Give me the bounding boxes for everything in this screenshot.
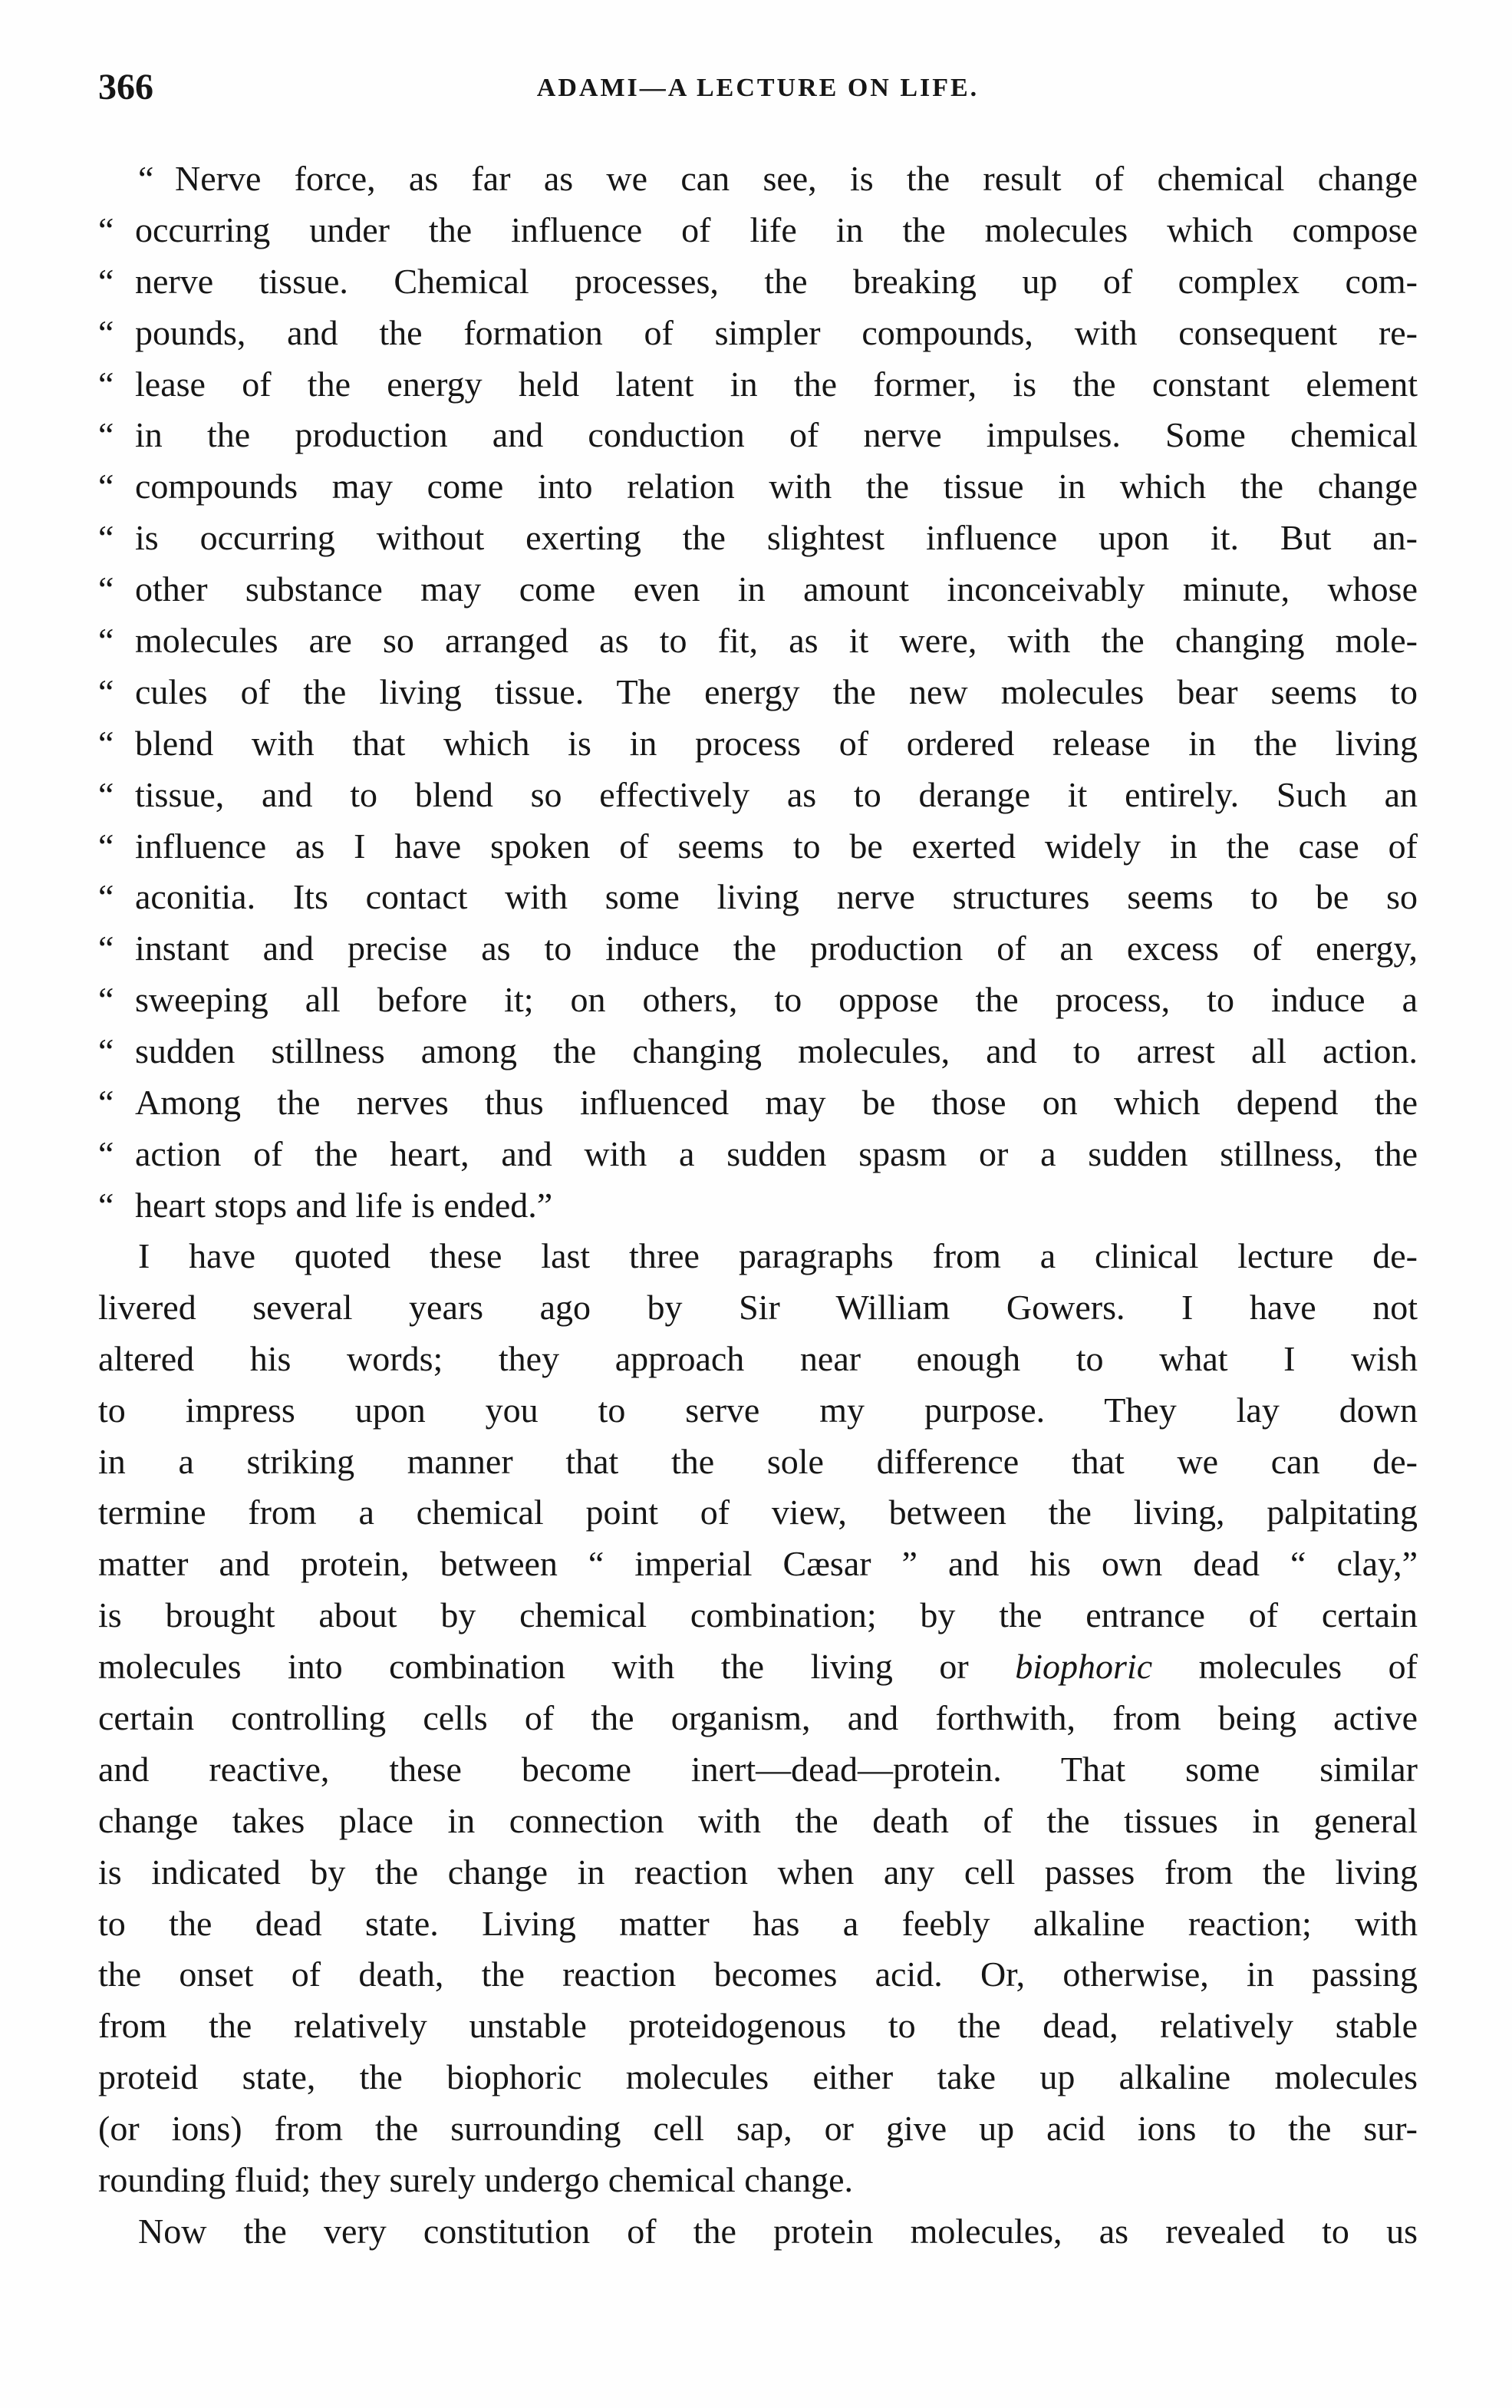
quote-line	[98, 461, 1418, 513]
quote-mark: “	[98, 209, 114, 249]
body-line: termine from a chemical point of view, between the living, palpitating	[98, 1493, 1418, 1532]
body-line: from the relatively unstable proteidogenous to the dead, relatively stable	[98, 2006, 1418, 2046]
body-line: proteid state, the biophoric molecules either take up alkaline molecules	[98, 2057, 1418, 2097]
quote-line	[98, 872, 1418, 923]
quote-line-text: is occurring without exerting the slightest influence upon it. But an-	[135, 518, 1418, 558]
quote-line-text: in the production and conduction of nerve impulses. Some chemical	[135, 415, 1418, 455]
body-line: certain controlling cells of the organism, and forthwith, from being active	[98, 1698, 1418, 1738]
body-line	[98, 2206, 1418, 2258]
quote-line-text: blend with that which is in process of ordered release in the living	[135, 723, 1418, 763]
quote-line	[98, 821, 1418, 872]
quote-mark: “	[98, 1133, 114, 1173]
quote-line-text: other substance may come even in amount inconceivably minute, whose	[135, 569, 1418, 609]
quote-mark: “	[98, 1083, 114, 1123]
quote-line	[98, 1129, 1418, 1180]
body-line-text: Now the very constitution of the protein molecules, as revealed to us	[138, 2211, 1418, 2251]
quote-line	[98, 615, 1418, 667]
quote-line-text: compounds may come into relation with the tissue in which the change	[135, 467, 1418, 506]
body-line-text: molecules into combination with the living or	[98, 1647, 1016, 1687]
quote-line	[98, 410, 1418, 461]
quote-mark: “	[98, 774, 114, 814]
body-line: livered several years ago by Sir William Gowers. I have not	[98, 1287, 1418, 1327]
italic-term: biophoric	[1015, 1647, 1153, 1687]
quote-line-text: lease of the energy held latent in the former, is the constant element	[135, 364, 1418, 404]
quote-line-text: sudden stillness among the changing molecules, and to arrest all action.	[135, 1031, 1418, 1071]
running-head: ADAMI—A LECTURE ON LIFE.	[536, 74, 980, 102]
quote-mark: “	[98, 621, 114, 661]
quote-mark: “	[98, 261, 114, 301]
page-number: 366	[98, 67, 153, 107]
quote-line	[98, 564, 1418, 615]
body-line: rounding fluid; they surely undergo chemical change.	[98, 2160, 854, 2200]
body-line: matter and protein, between “ imperial Cæsar ” and his own dead “ clay,”	[98, 1544, 1418, 1584]
quote-line	[98, 1026, 1418, 1077]
quote-line-text: tissue, and to blend so effectively as to derange it entirely. Such an	[135, 774, 1418, 814]
body-line-text: I have quoted these last three paragraphs from a clinical lecture de-	[138, 1236, 1418, 1275]
body-line: to the dead state. Living matter has a feebly alkaline reaction; with	[98, 1903, 1418, 1943]
quote-mark: “	[98, 364, 114, 404]
body-line: change takes place in connection with the death of the tissues in general	[98, 1800, 1418, 1840]
quote-line-text: molecules are so arranged as to fit, as it were, with the changing mole-	[135, 621, 1418, 661]
quote-line	[98, 308, 1418, 359]
quote-line-text: cules of the living tissue. The energy the new molecules bear seems to	[135, 671, 1418, 711]
quote-line-text: occurring under the influence of life in the molecules which compose	[135, 209, 1418, 249]
quote-line-text: nerve tissue. Chemical processes, the breaking up of complex com-	[135, 261, 1418, 301]
quote-mark: “	[98, 826, 114, 866]
quote-line-text: heart stops and life is ended.”	[135, 1185, 553, 1225]
quote-mark: “	[98, 415, 114, 455]
quote-mark: “	[98, 569, 114, 609]
quote-mark: “	[98, 518, 114, 558]
quote-line	[98, 1180, 1418, 1232]
quote-line	[98, 153, 1418, 205]
quote-mark: “	[98, 877, 114, 917]
body-line: is brought about by chemical combination; by the entrance of certain	[98, 1595, 1418, 1635]
quote-line-text: action of the heart, and with a sudden spasm or a sudden stillness, the	[135, 1133, 1418, 1173]
quote-mark: “	[98, 1185, 114, 1225]
quote-mark: “	[98, 467, 114, 506]
quote-line	[98, 975, 1418, 1026]
quote-mark: “	[138, 159, 154, 198]
quote-line	[98, 667, 1418, 718]
body-line: altered his words; they approach near enough to what I wish	[98, 1338, 1418, 1378]
body-line	[98, 1231, 1418, 1282]
quoted-passage	[98, 153, 1418, 1232]
quote-line-text: influence as I have spoken of seems to be exerted widely in the case of	[135, 826, 1418, 866]
quote-mark: “	[98, 671, 114, 711]
body-line: (or ions) from the surrounding cell sap, or give up acid ions to the sur-	[98, 2109, 1418, 2149]
quote-line-text: Among the nerves thus influenced may be those on which depend the	[135, 1083, 1418, 1123]
page-header	[98, 66, 1418, 120]
body-line: in a striking manner that the sole difference that we can de-	[98, 1441, 1418, 1481]
quote-mark: “	[98, 312, 114, 352]
quote-mark: “	[98, 980, 114, 1020]
quote-line	[98, 718, 1418, 770]
quote-line	[98, 359, 1418, 411]
quote-line	[98, 205, 1418, 256]
quote-line-text: Nerve force, as far as we can see, is the result of chemical change	[175, 159, 1418, 198]
quote-line	[98, 923, 1418, 975]
quote-line-text: sweeping all before it; on others, to oppose the process, to induce a	[135, 980, 1418, 1020]
quote-line-text: pounds, and the formation of simpler compounds, with consequent re-	[135, 312, 1418, 352]
body-line: is indicated by the change in reaction when any cell passes from the living	[98, 1852, 1418, 1892]
quote-line	[98, 256, 1418, 308]
quote-line-text: instant and precise as to induce the production of an excess of energy,	[135, 929, 1418, 968]
quote-line	[98, 1077, 1418, 1129]
body-line: to impress upon you to serve my purpose. They lay down	[98, 1390, 1418, 1430]
body-line	[98, 1641, 1418, 1693]
body-line: the onset of death, the reaction becomes acid. Or, otherwise, in passing	[98, 1954, 1418, 1994]
quote-line-text: aconitia. Its contact with some living nerve structures seems to be so	[135, 877, 1418, 917]
quote-mark: “	[98, 723, 114, 763]
quote-line	[98, 770, 1418, 821]
quote-line	[98, 513, 1418, 564]
quote-mark: “	[98, 929, 114, 968]
body-line-text: molecules of	[1152, 1647, 1418, 1687]
body-line: and reactive, these become inert—dead—protein. That some similar	[98, 1749, 1418, 1789]
quote-mark: “	[98, 1031, 114, 1071]
body-paragraph	[98, 1231, 1418, 2258]
